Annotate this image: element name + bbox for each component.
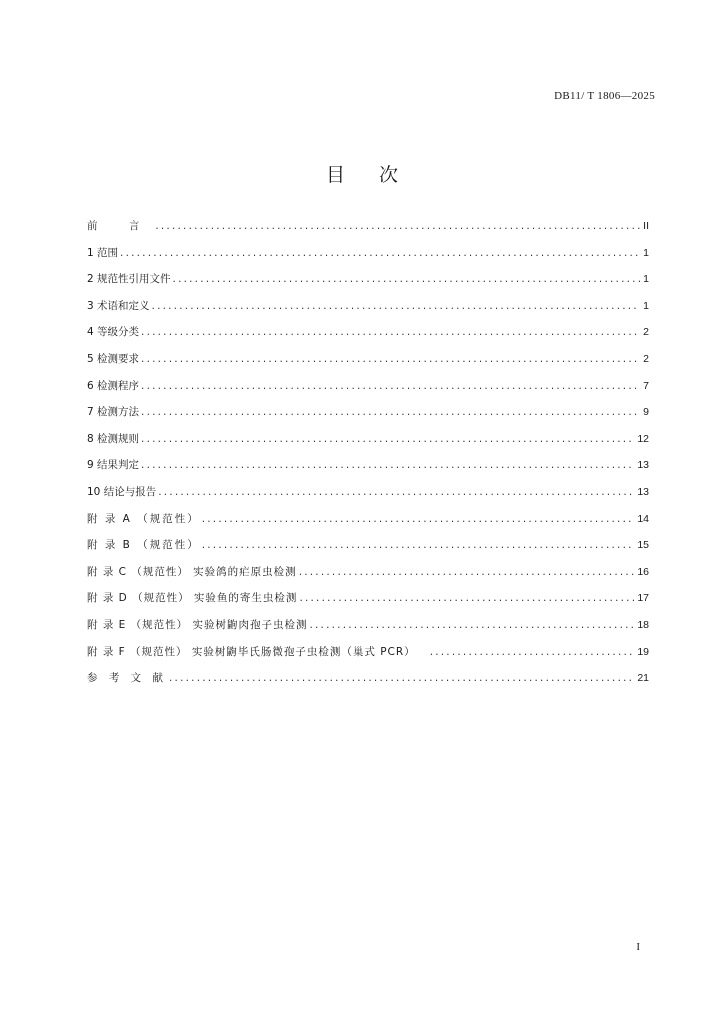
toc-entry-label: 1 范围 [87,246,119,259]
toc-entry-page: 1 [643,299,649,312]
toc-entry-page: 2 [643,352,649,365]
toc-entry-page: 1 [643,273,649,286]
toc-entry-page: 7 [643,379,649,392]
toc-leader-dots [299,566,635,578]
toc-entry-label: 6 检测程序 [87,379,140,392]
toc-entry-foreword[interactable] [87,218,649,245]
toc-leader-dots [299,592,634,604]
toc-entry-label: 附 录 F （规范性） 实验树鼩毕氏肠微孢子虫检测（巢式 PCR） [87,645,416,658]
toc-entry-appendix-c[interactable] [87,564,649,591]
toc-entry-label: 附 录 C （规范性） 实验鸽的疟原虫检测 [87,565,297,578]
toc-entry-methods[interactable] [87,404,649,431]
toc-entry-page: 9 [643,406,649,419]
toc-entry-label: 附 录 A （规范性） [87,512,200,525]
toc-entry-appendix-b[interactable] [87,537,649,564]
toc-entry-page: 15 [637,539,649,552]
toc-entry-requirements[interactable] [87,351,649,378]
toc-entry-label: 附 录 E （规范性） 实验树鼩肉孢子虫检测 [87,618,308,631]
toc-entry-label: 3 术语和定义 [87,299,150,312]
toc-entry-appendix-d[interactable] [87,590,649,617]
toc-entry-page: 13 [637,459,649,472]
toc-entry-page: 12 [637,432,649,445]
toc-entry-page: 21 [637,672,649,685]
toc-entry-label: 2 规范性引用文件 [87,273,171,286]
toc-leader-dots [309,619,634,631]
toc-entry-normative-references[interactable] [87,271,649,298]
toc-entry-label: 8 检测规则 [87,432,140,445]
toc-leader-dots [152,300,641,312]
toc-entry-label: 10 结论与报告 [87,485,157,498]
toc-leader-dots [120,247,640,259]
toc-leader-dots [202,513,635,525]
toc-entry-terms[interactable] [87,298,649,325]
toc-leader-dots [141,406,640,418]
toc-entry-page: 16 [637,565,649,578]
toc-leader-dots [169,672,634,684]
toc-entry-procedure[interactable] [87,378,649,405]
toc-entry-label: 4 等级分类 [87,326,140,339]
toc-entry-rules[interactable] [87,431,649,458]
toc-entry-page: 1 [643,246,649,259]
toc-entry-bibliography[interactable] [87,670,649,697]
toc-leader-dots [141,326,640,338]
toc-entry-appendix-a[interactable] [87,511,649,538]
toc-leader-dots [202,539,635,551]
toc-entry-label: 前 言 [87,220,154,232]
toc-leader-dots [430,646,635,658]
toc-entry-page: 14 [637,512,649,525]
toc-entry-label: 附 录 D （规范性） 实验鱼的寄生虫检测 [87,592,298,605]
toc-entry-appendix-e[interactable] [87,617,649,644]
toc-entry-label: 参 考 文 献 [87,672,168,685]
toc-entry-judgement[interactable] [87,457,649,484]
toc-entry-page: 13 [637,485,649,498]
toc-entry-label: 5 检测要求 [87,352,140,365]
toc-entry-conclusion[interactable] [87,484,649,511]
toc-entry-label: 7 检测方法 [87,406,140,419]
toc-entry-page: 18 [637,618,649,631]
toc-leader-dots [141,380,640,392]
toc-leader-dots [141,433,634,445]
toc-entry-label: 9 结果判定 [87,459,140,472]
toc-entry-page: 2 [643,326,649,339]
toc-leader-dots [141,459,634,471]
toc-entry-page: 19 [637,645,649,658]
toc-leader-dots [158,486,634,498]
toc-entry-scope[interactable] [87,245,649,272]
toc-entry-classification[interactable] [87,324,649,351]
table-of-contents [87,218,649,697]
toc-entry-page: 17 [637,592,649,605]
toc-entry-label: 附 录 B （规范性） [87,539,200,552]
toc-entry-appendix-f[interactable] [87,644,649,671]
toc-leader-dots [141,353,640,365]
page-title: 目次 [325,164,432,186]
toc-entry-page: II [643,220,649,232]
document-code: DB11/ T 1806—2025 [554,90,655,102]
toc-leader-dots [173,273,641,285]
page-number: I [636,941,640,953]
toc-leader-dots [155,220,640,232]
